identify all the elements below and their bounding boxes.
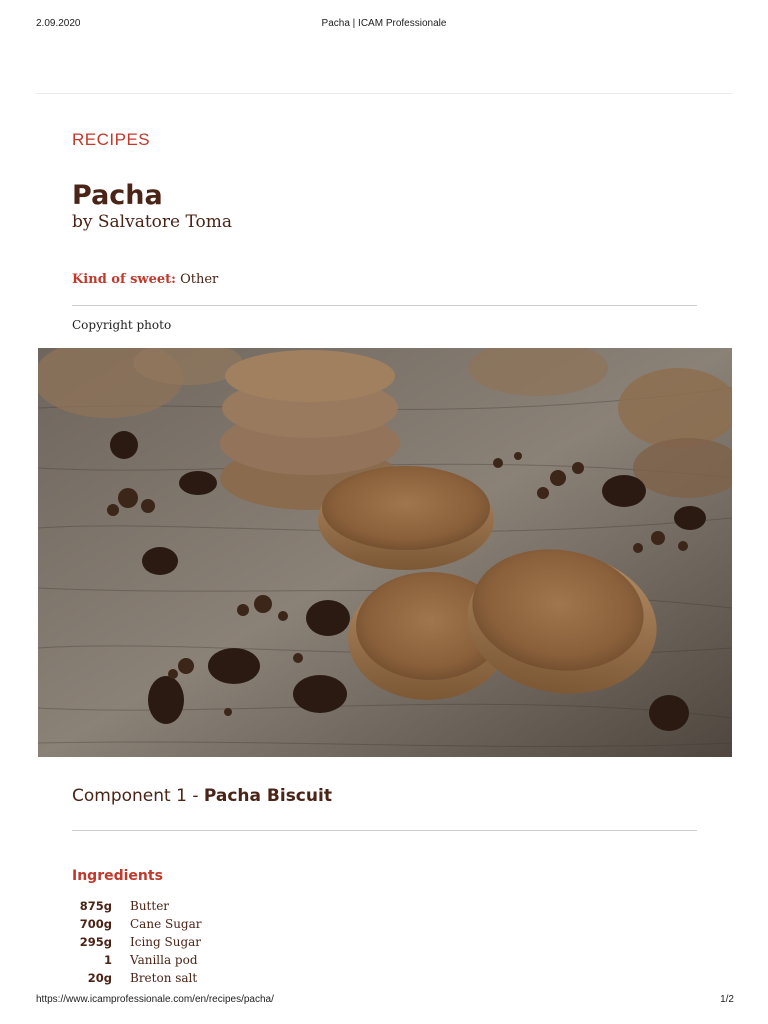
header-divider (36, 93, 732, 94)
page-number: 1/2 (720, 994, 734, 1005)
print-date: 2.09.2020 (36, 18, 81, 29)
ingredient-qty: 20g (87, 971, 112, 985)
ingredient-qty: 700g (79, 917, 112, 931)
kind-of-sweet-label: Kind of sweet: (72, 272, 176, 287)
divider (72, 830, 697, 831)
ingredient-qty: 875g (79, 899, 112, 913)
ingredient-name: Vanilla pod (130, 953, 198, 967)
ingredient-row (72, 971, 372, 989)
ingredient-row (72, 917, 372, 935)
ingredients-title: Ingredients (72, 868, 163, 884)
recipe-author: by Salvatore Toma (72, 212, 233, 232)
ingredient-name: Butter (130, 899, 170, 913)
ingredient-name: Icing Sugar (130, 935, 202, 949)
ingredient-name: Breton salt (130, 971, 198, 985)
ingredient-qty: 295g (79, 935, 112, 949)
recipe-title: Pacha (72, 180, 163, 211)
component-heading (72, 786, 332, 806)
print-header (0, 0, 768, 40)
component-prefix: Component 1 - (72, 786, 204, 806)
print-footer (0, 994, 768, 1008)
component-name: Pacha Biscuit (203, 786, 332, 806)
section-label-recipes[interactable]: RECIPES (72, 130, 151, 149)
ingredient-row (72, 935, 372, 953)
print-page-title: Pacha | ICAM Professionale (321, 18, 447, 29)
ingredients-list (72, 899, 372, 989)
ingredient-name: Cane Sugar (130, 917, 202, 931)
recipe-photo (38, 348, 732, 757)
page-url[interactable]: https://www.icamprofessionale.com/en/recipes/pacha/ (36, 994, 274, 1005)
ingredient-qty: 1 (103, 953, 112, 967)
kind-of-sweet (72, 272, 218, 287)
ingredient-row (72, 899, 372, 917)
kind-of-sweet-value: Other (180, 272, 219, 287)
divider (72, 305, 697, 306)
ingredient-row (72, 953, 372, 971)
copyright-photo-note: Copyright photo (72, 318, 172, 332)
